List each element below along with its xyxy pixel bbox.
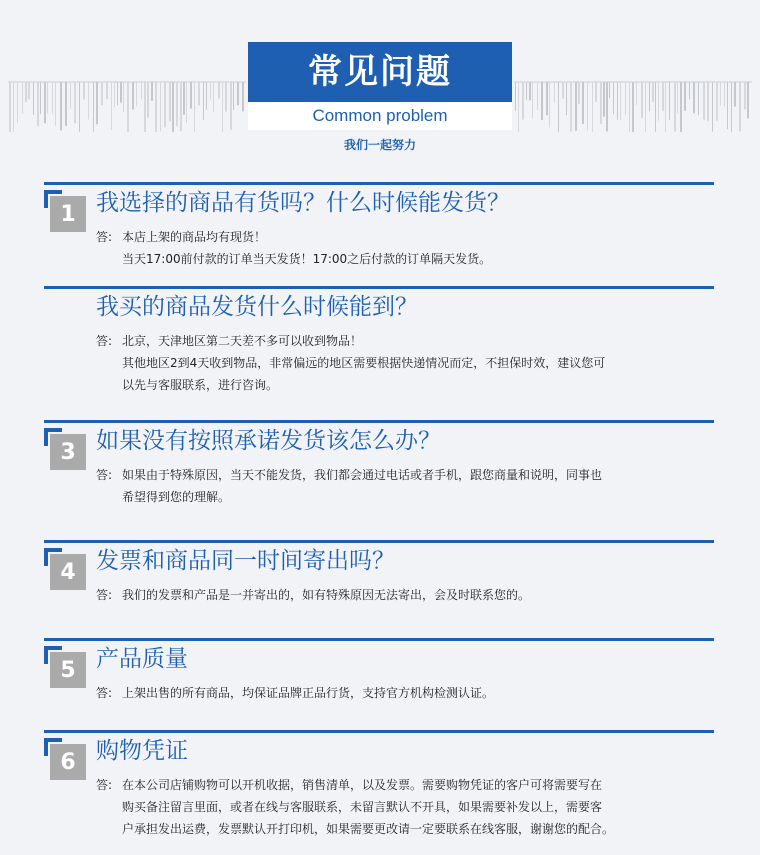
- answer-line: 户承担发出运费，发票默认开打印机，如果需要更改请一定要联系在线客服，谢谢您的配合。: [122, 822, 615, 836]
- answer-line: 购买备注留言里面，或者在线与客服联系，未留言默认不开具，如果需要补发以上，需要客: [122, 800, 603, 814]
- faq-question: 我买的商品发货什么时候能到？: [96, 294, 418, 320]
- answer-line: 北京，天津地区第二天差不多可以收到物品！: [122, 334, 363, 348]
- tagline: 我们一起努力: [343, 138, 416, 152]
- answer-prefix: 答:: [96, 468, 113, 482]
- answer-line: 如果由于特殊原因，当天不能发货，我们都会通过电话或者手机，跟您商量和说明，同事也: [122, 468, 603, 482]
- faq-answer: [96, 584, 726, 606]
- answer-prefix: 答:: [96, 686, 113, 700]
- faq-question: 发票和商品同一时间寄出吗？: [96, 548, 395, 574]
- faq-divider: [44, 286, 714, 289]
- faq-answer: [96, 682, 726, 704]
- faq-number-badge: 3: [50, 434, 86, 470]
- faq-number-badge: 6: [50, 744, 86, 780]
- faq-number-badge: 4: [50, 554, 86, 590]
- decorative-stripes-left: [8, 76, 246, 132]
- page-subtitle: Common problem: [248, 102, 512, 130]
- faq-number-badge: 5: [50, 652, 86, 688]
- faq-answer: [96, 330, 726, 396]
- faq-divider: [44, 638, 714, 641]
- answer-prefix: 答:: [96, 230, 113, 244]
- faq-divider: [44, 540, 714, 543]
- faq-answer: [96, 464, 726, 508]
- faq-number-badge: 1: [50, 196, 86, 232]
- faq-question: 我选择的商品有货吗？什么时候能发货？: [96, 190, 510, 216]
- answer-line: 我们的发票和产品是一并寄出的，如有特殊原因无法寄出，会及时联系您的。: [122, 588, 531, 602]
- faq-question: 产品质量: [96, 646, 188, 672]
- page-header: [0, 0, 760, 175]
- decorative-stripes-right: [514, 76, 752, 132]
- answer-line: 上架出售的所有商品，均保证品牌正品行货，支持官方机构检测认证。: [122, 686, 495, 700]
- answer-line: 在本公司店铺购物可以开机收据，销售清单，以及发票。需要购物凭证的客户可将需要写在: [122, 778, 603, 792]
- answer-prefix: 答:: [96, 778, 113, 792]
- faq-divider: [44, 182, 714, 185]
- answer-line: 当天17:00前付款的订单当天发货！17:00之后付款的订单隔天发货。: [122, 252, 492, 266]
- answer-line: 其他地区2到4天收到物品，非常偏远的地区需要根据快递情况而定，不担保时效，建议您可: [122, 356, 606, 370]
- faq-divider: [44, 420, 714, 423]
- faq-divider: [44, 730, 714, 733]
- answer-prefix: 答:: [96, 588, 113, 602]
- answer-line: 本店上架的商品均有现货！: [122, 230, 267, 244]
- answer-line: 以先与客服联系，进行咨询。: [122, 378, 279, 392]
- faq-answer: [96, 774, 726, 840]
- answer-line: 希望得到您的理解。: [122, 490, 231, 504]
- faq-question: 购物凭证: [96, 738, 188, 764]
- faq-question: 如果没有按照承诺发货该怎么办？: [96, 428, 441, 454]
- page-title: 常见问题: [248, 42, 512, 102]
- answer-prefix: 答:: [96, 334, 113, 348]
- faq-answer: [96, 226, 726, 270]
